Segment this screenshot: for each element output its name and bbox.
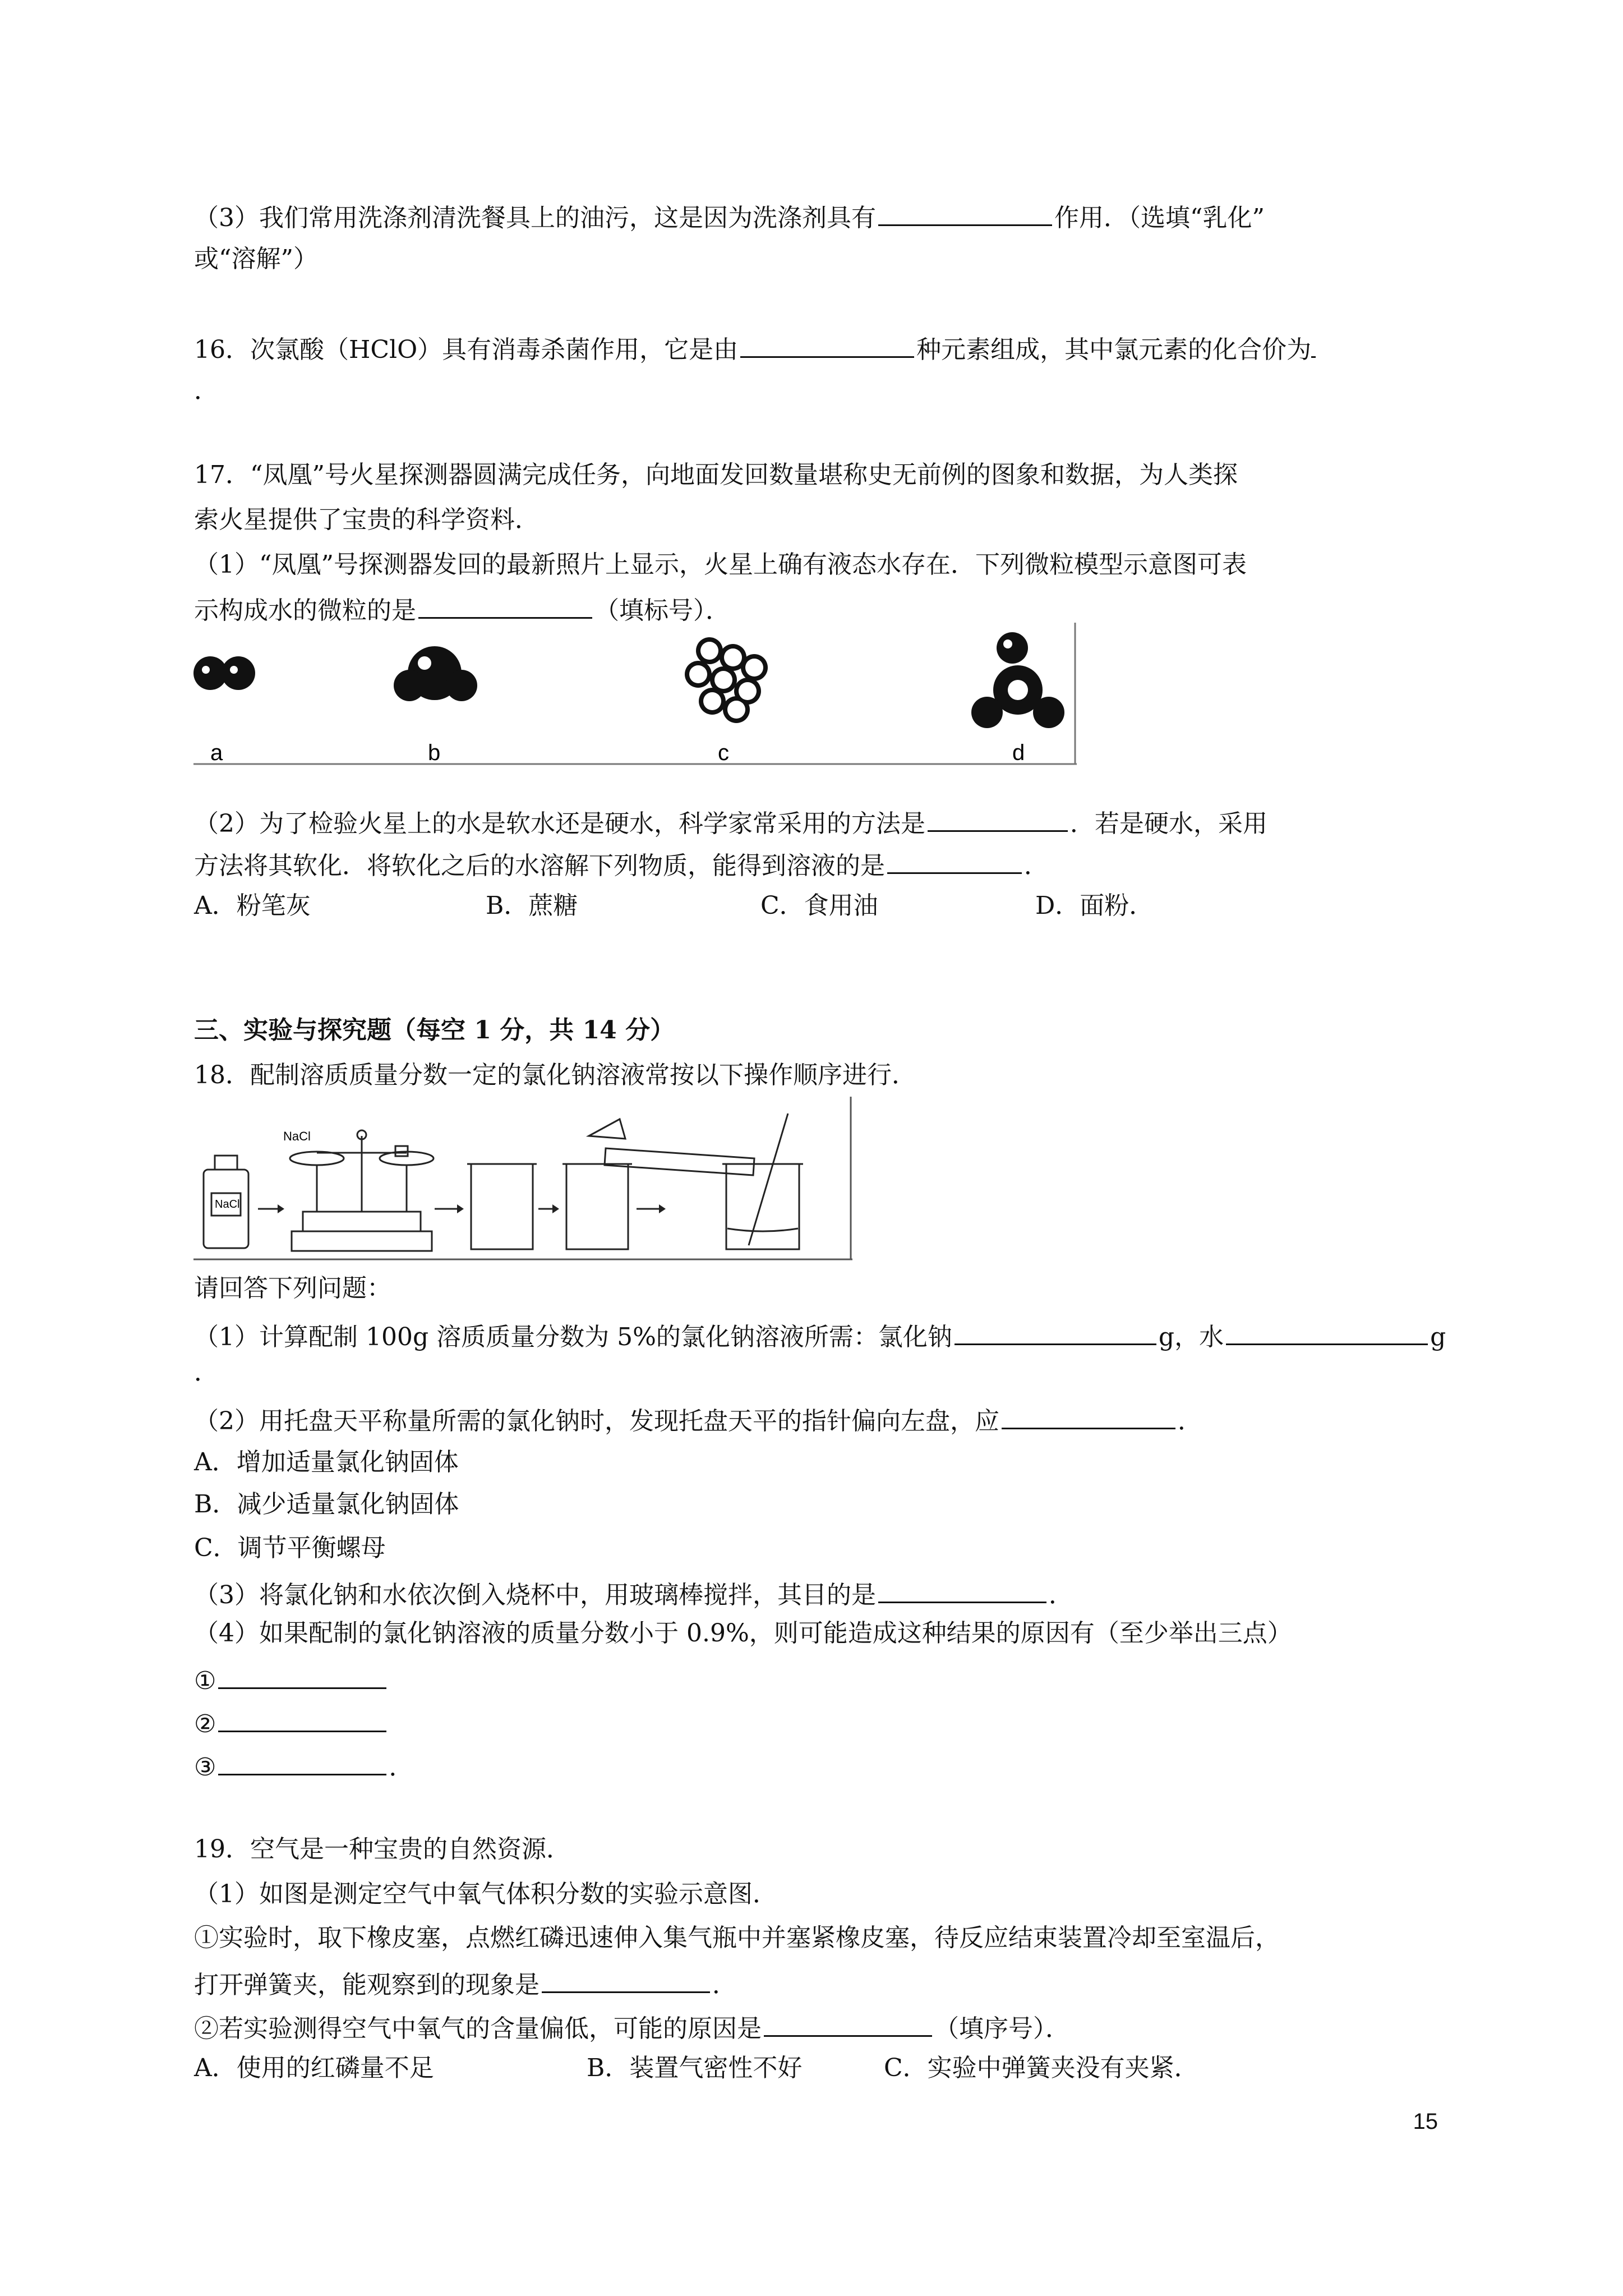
- q16-text-c: ．: [194, 376, 219, 405]
- q18-intro-text: 18．配制溶质质量分数一定的氯化钠溶液常按以下操作顺序进行．: [194, 1061, 916, 1089]
- q18-reason-1: [194, 1665, 389, 1694]
- answer-blank[interactable]: [1311, 334, 1316, 358]
- bottle-label: NaCl: [215, 1198, 240, 1211]
- answer-blank[interactable]: [955, 1321, 1156, 1345]
- q17-p2-2: [194, 850, 1049, 878]
- q18-p3-text-b: ．: [1049, 1581, 1073, 1609]
- graduated-cylinder-icon: [605, 1148, 754, 1175]
- answer-blank[interactable]: [887, 850, 1022, 874]
- q17-intro-text-2: 索火星提供了宝贵的科学资料．: [194, 505, 540, 534]
- model-label-a: a: [210, 740, 223, 765]
- q19-s2-text-a: ②若实验测得空气中氧气的含量偏低，可能的原因是: [194, 2014, 762, 2043]
- q18-p1-text-a: （1）计算配制 100g 溶质质量分数为 5%的氯化钠溶液所需：氯化钠: [194, 1323, 952, 1351]
- q18-prompt-text: 请回答下列问题：: [194, 1274, 391, 1303]
- q16-line-1: [194, 334, 1316, 362]
- q18-option-b-text: B．减少适量氯化钠固体: [194, 1490, 459, 1519]
- balance-icon: [290, 1130, 434, 1251]
- beaker-stirring-icon: [722, 1114, 803, 1249]
- answer-blank[interactable]: [928, 808, 1068, 832]
- answer-blank[interactable]: [218, 1708, 386, 1732]
- q17-option-b: B．蔗糖: [486, 891, 578, 920]
- answer-blank[interactable]: [764, 2013, 932, 2037]
- q18-prompt: [194, 1276, 391, 1301]
- q19-s2-text-b: （填序号）．: [934, 2014, 1070, 2043]
- q18-p4-text: （4）如果配制的氯化钠溶液的质量分数小于 0.9%，则可能造成这种结果的原因有（至少举出三点）: [194, 1619, 1292, 1648]
- q18-option-c: [194, 1536, 386, 1561]
- q18-p2-text-a: （2）用托盘天平称量所需的氯化钠时，发现托盘天平的指针偏向左盘，应: [194, 1407, 999, 1435]
- q18-option-a-text: A．增加适量氯化钠固体: [194, 1448, 459, 1476]
- q19-intro: [194, 1837, 571, 1862]
- q18-reason-2-label: ②: [194, 1710, 216, 1738]
- answer-blank[interactable]: [878, 202, 1052, 226]
- model-a-icon: [193, 656, 255, 690]
- q18-intro: [194, 1063, 916, 1088]
- balance-label: NaCl: [283, 1129, 311, 1143]
- model-c-icon: [685, 637, 768, 723]
- model-b-icon: [394, 646, 477, 701]
- q16-text-a: 16．次氯酸（HClO）具有消毒杀菌作用，它是由: [194, 335, 739, 364]
- q17-p2-text-1a: （2）为了检验火星上的水是软水还是硬水，科学家常采用的方法是: [194, 809, 925, 838]
- q19-option-a: A．使用的红磷量不足: [194, 2054, 434, 2082]
- q18-option-a: [194, 1450, 459, 1475]
- q17-p1-text-2b: （填标号）．: [594, 596, 730, 625]
- q16-line-2: [194, 376, 219, 405]
- q15-line-1: [194, 202, 1265, 231]
- q17-p2-text-2a: 方法将其软化．将软化之后的水溶解下列物质，能得到溶液的是: [194, 852, 885, 880]
- q19-p1: [194, 1882, 777, 1907]
- q17-p1-2: [194, 595, 730, 623]
- arrow-icon: [637, 1204, 666, 1213]
- q19-intro-text: 19．空气是一种宝贵的自然资源．: [194, 1835, 571, 1864]
- q19-s1-text-1: ①实验时，取下橡皮塞，点燃红磷迅速伸入集气瓶中并塞紧橡皮塞，待反应结束装置冷却至室温后，: [194, 1924, 1280, 1952]
- q17-options: [194, 891, 1154, 920]
- answer-blank[interactable]: [418, 595, 592, 619]
- arrow-icon: [258, 1204, 284, 1213]
- q18-p4: [194, 1621, 1292, 1646]
- q17-p2-text-1b: ．若是硬水，采用: [1070, 809, 1267, 838]
- q18-option-b: [194, 1492, 459, 1517]
- q17-intro-text-1: 17．“凤凰”号火星探测器圆满完成任务，向地面发回数量堪称史无前例的图象和数据，为人类探: [194, 461, 1238, 489]
- q15-text-c: 或“溶解”）: [194, 245, 318, 273]
- q19-options: [194, 2056, 1199, 2081]
- q17-intro-2: [194, 505, 540, 534]
- q17-option-c: C．食用油: [760, 891, 878, 920]
- molecule-models-figure: [193, 623, 1080, 769]
- q18-p1-text-d: ．: [194, 1358, 219, 1387]
- model-d-icon: [971, 632, 1064, 728]
- q17-p2-text-2b: ．: [1024, 852, 1049, 880]
- model-label-c: c: [718, 740, 729, 765]
- q18-reason-1-label: ①: [194, 1667, 216, 1695]
- answer-blank[interactable]: [542, 1969, 710, 1993]
- q19-s1-2: [194, 1969, 737, 1998]
- q19-s1-text-2b: ．: [712, 1971, 737, 1999]
- q17-p1-1: [194, 550, 1247, 579]
- q19-option-b: B．装置气密性不好: [587, 2054, 803, 2082]
- q18-p1-text-c: g: [1430, 1323, 1446, 1351]
- q19-s2: [194, 2013, 1070, 2041]
- q18-p1-end: [194, 1360, 219, 1385]
- answer-blank[interactable]: [1226, 1321, 1428, 1345]
- q15-text-b: 作用．（选填“乳化”: [1054, 204, 1265, 232]
- q15-line-2: [194, 247, 318, 272]
- q17-p2-1: [194, 808, 1267, 836]
- q17-p1-text-1: （1）“凤凰”号探测器发回的最新照片上显示，火星上确有液态水存在．下列微粒模型示意图可表: [194, 550, 1247, 579]
- q17-option-a: A．粉笔灰: [194, 891, 311, 920]
- q18-p2: [194, 1405, 1202, 1434]
- solution-procedure-figure: [193, 1097, 855, 1265]
- answer-blank[interactable]: [218, 1665, 386, 1689]
- q17-intro-1: [194, 463, 1238, 487]
- q18-p3: [194, 1579, 1073, 1608]
- q18-p2-text-b: ．: [1178, 1407, 1202, 1435]
- section-3-title-text: 三、实验与探究题（每空 1 分，共 14 分）: [194, 1016, 675, 1045]
- q15-text-a: （3）我们常用洗涤剂清洗餐具上的油污，这是因为洗涤剂具有: [194, 204, 876, 232]
- q18-p1: [194, 1321, 1446, 1350]
- arrow-icon: [538, 1204, 559, 1213]
- q18-end-dot: ．: [389, 1753, 414, 1782]
- section-3-title: [194, 1018, 675, 1043]
- q18-option-c-text: C．调节平衡螺母: [194, 1534, 386, 1562]
- answer-blank[interactable]: [740, 334, 914, 358]
- q19-option-c: C．实验中弹簧夹没有夹紧．: [884, 2054, 1199, 2082]
- q18-reason-3-label: ③: [194, 1753, 216, 1782]
- q17-p1-text-2a: 示构成水的微粒的是: [194, 596, 416, 625]
- q18-reason-2: [194, 1708, 389, 1737]
- q18-p3-text-a: （3）将氯化钠和水依次倒入烧杯中，用玻璃棒搅拌，其目的是: [194, 1581, 876, 1609]
- answer-blank[interactable]: [1002, 1405, 1175, 1429]
- q19-s1-1: [194, 1926, 1280, 1950]
- q19-s1-text-2a: 打开弹簧夹，能观察到的现象是: [194, 1971, 540, 1999]
- q16-text-b: 种元素组成，其中氯元素的化合价为: [916, 335, 1312, 364]
- q17-option-d: D．面粉．: [1035, 891, 1154, 920]
- q18-p1-text-b: g，水: [1158, 1323, 1224, 1351]
- model-label-d: d: [1012, 740, 1025, 765]
- arrow-icon: [435, 1204, 464, 1213]
- q19-p1-text: （1）如图是测定空气中氧气体积分数的实验示意图．: [194, 1880, 777, 1908]
- page-number: 15: [1413, 2109, 1438, 2134]
- q18-reason-3: [194, 1751, 413, 1780]
- answer-blank[interactable]: [878, 1579, 1046, 1603]
- beaker-icon: [562, 1119, 632, 1249]
- model-label-b: b: [428, 740, 441, 765]
- answer-blank[interactable]: [218, 1751, 386, 1775]
- beaker-icon: [467, 1164, 537, 1249]
